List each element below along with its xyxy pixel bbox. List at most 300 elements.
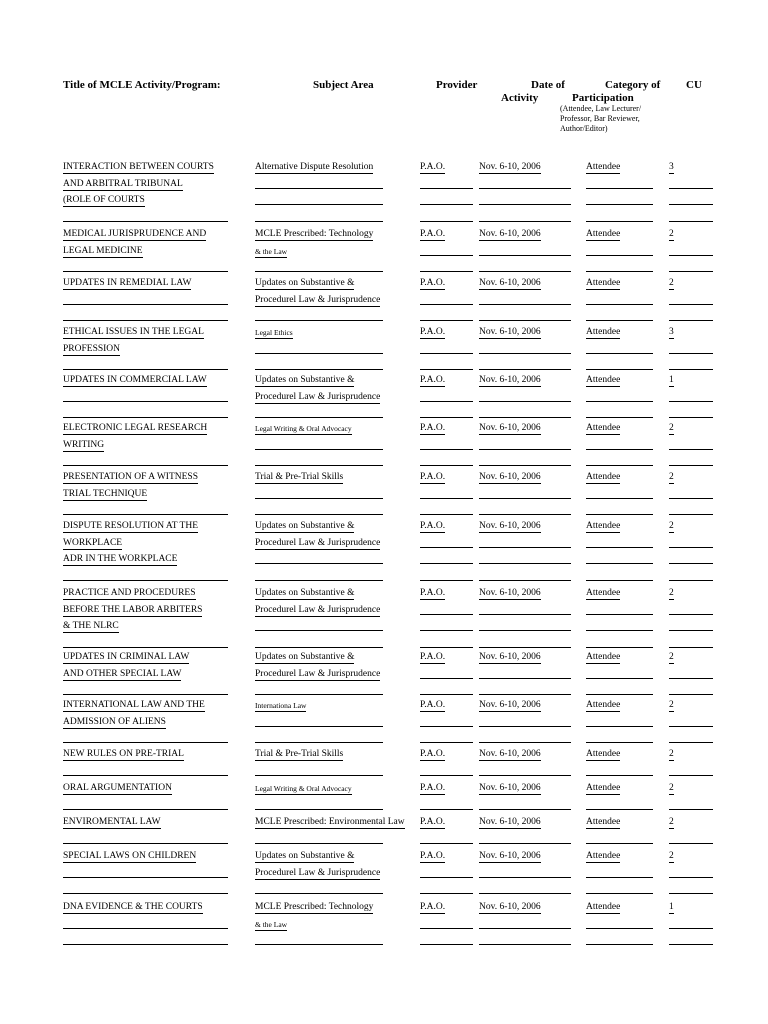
blank-line <box>669 667 713 679</box>
activity-title: PRESENTATION OF A WITNESS <box>63 472 198 482</box>
subject-area: MCLE Prescribed: Technology <box>255 229 374 239</box>
blank-line <box>63 454 228 466</box>
blank-line <box>63 406 228 418</box>
blank-line <box>255 438 383 450</box>
participation-category: Attendee <box>586 817 621 827</box>
activity-title: ENVIROMENTAL LAW <box>63 817 161 827</box>
subject-column-header: Subject Area <box>313 79 374 91</box>
subject-area: Trial & Pre-Trial Skills <box>255 749 344 759</box>
subject-area: Procedurel Law & Jurisprudence <box>255 391 381 402</box>
subject-area: Updates on Substantive & <box>255 652 355 662</box>
activity-date: Nov. 6-10, 2006 <box>479 229 541 239</box>
activity-title: DISPUTE RESOLUTION AT THE <box>63 521 199 531</box>
provider: P.A.O. <box>420 902 446 912</box>
activity-title: INTERACTION BETWEEN COURTS <box>63 162 214 172</box>
participation-category: Attendee <box>586 278 621 288</box>
activity-date: Nov. 6-10, 2006 <box>479 902 541 912</box>
participation-category: Attendee <box>586 327 621 337</box>
blank-line <box>255 798 383 810</box>
entry-row <box>63 160 743 176</box>
blank-line <box>420 917 473 929</box>
entry-row <box>63 882 743 898</box>
blank-line <box>669 406 713 418</box>
blank-line <box>586 177 653 189</box>
entry-row <box>63 373 743 389</box>
blank-line <box>669 636 713 648</box>
activity-date: Nov. 6-10, 2006 <box>479 327 541 337</box>
entry-row <box>63 900 743 916</box>
activity-title: (ROLE OF COURTS <box>63 195 145 205</box>
activity-title: & THE NLRC <box>63 621 119 631</box>
blank-line <box>479 244 571 256</box>
blank-line <box>420 487 473 499</box>
blank-line <box>479 917 571 929</box>
participation-category: Attendee <box>586 472 621 482</box>
credit-units: 2 <box>669 278 674 288</box>
participation-category: Attendee <box>586 521 621 531</box>
blank-line <box>255 342 383 354</box>
activity-date: Nov. 6-10, 2006 <box>479 278 541 288</box>
blank-line <box>420 636 473 648</box>
blank-line <box>420 390 473 402</box>
blank-line <box>420 177 473 189</box>
blank-line <box>255 260 383 272</box>
blank-line <box>255 503 383 515</box>
participation-category: Attendee <box>586 902 621 912</box>
blank-line <box>420 438 473 450</box>
blank-line <box>255 933 383 945</box>
activity-title: BEFORE THE LABOR ARBITERS <box>63 604 203 615</box>
provider: P.A.O. <box>420 652 446 662</box>
credit-units: 2 <box>669 229 674 239</box>
blank-line <box>420 454 473 466</box>
credit-units: 2 <box>669 521 674 531</box>
blank-line <box>420 358 473 370</box>
blank-line <box>586 193 653 205</box>
subject-area: Legal Writing & Oral Advocacy <box>255 424 352 433</box>
activity-title: ADR IN THE WORKPLACE <box>63 554 178 564</box>
credit-units: 2 <box>669 851 674 861</box>
activity-date: Nov. 6-10, 2006 <box>479 423 541 433</box>
entry-row <box>63 536 743 552</box>
category-column-header-1: Category of <box>605 79 661 91</box>
credit-units: 2 <box>669 588 674 598</box>
blank-line <box>586 798 653 810</box>
blank-line <box>586 342 653 354</box>
blank-line <box>586 764 653 776</box>
blank-line <box>586 882 653 894</box>
subject-area: MCLE Prescribed: Technology <box>255 902 374 912</box>
blank-line <box>479 933 571 945</box>
blank-line <box>669 917 713 929</box>
blank-line <box>255 193 383 205</box>
entry-row <box>63 866 743 882</box>
entry-row <box>63 698 743 714</box>
blank-line <box>479 866 571 878</box>
blank-line <box>420 569 473 581</box>
blank-line <box>586 536 653 548</box>
blank-line <box>669 438 713 450</box>
blank-line <box>669 358 713 370</box>
blank-line <box>586 210 653 222</box>
title-column-header: Title of MCLE Activity/Program: <box>63 79 221 91</box>
provider: P.A.O. <box>420 521 446 531</box>
participation-category: Attendee <box>586 162 621 172</box>
blank-line <box>586 244 653 256</box>
activity-title: MEDICAL JURISPRUDENCE AND <box>63 229 207 239</box>
blank-line <box>479 390 571 402</box>
participation-category: Attendee <box>586 749 621 759</box>
blank-line <box>63 731 228 743</box>
subject-area: Updates on Substantive & <box>255 521 355 531</box>
blank-line <box>420 619 473 631</box>
entry-row <box>63 470 743 486</box>
blank-line <box>669 536 713 548</box>
activity-date: Nov. 6-10, 2006 <box>479 472 541 482</box>
blank-line <box>669 454 713 466</box>
activity-date: Nov. 6-10, 2006 <box>479 521 541 531</box>
entry-row <box>63 849 743 865</box>
provider: P.A.O. <box>420 162 446 172</box>
participation-category: Attendee <box>586 375 621 385</box>
activity-title: NEW RULES ON PRE-TRIAL <box>63 749 184 759</box>
blank-line <box>479 683 571 695</box>
blank-line <box>479 358 571 370</box>
activity-date: Nov. 6-10, 2006 <box>479 162 541 172</box>
activity-title: ADMISSION OF ALIENS <box>63 716 166 727</box>
subject-area: & the Law <box>255 919 288 929</box>
participation-category: Attendee <box>586 229 621 239</box>
blank-line <box>586 260 653 272</box>
entry-row <box>63 586 743 602</box>
blank-line <box>669 503 713 515</box>
blank-line <box>586 309 653 321</box>
blank-line <box>669 798 713 810</box>
blank-line <box>420 552 473 564</box>
provider: P.A.O. <box>420 472 446 482</box>
entry-row <box>63 421 743 437</box>
cu-column-header: CU <box>686 79 702 91</box>
provider: P.A.O. <box>420 278 446 288</box>
entry-row <box>63 650 743 666</box>
entry-row <box>63 390 743 406</box>
blank-line <box>586 454 653 466</box>
blank-line <box>255 454 383 466</box>
provider: P.A.O. <box>420 423 446 433</box>
category-column-header-2: Participation <box>572 92 634 104</box>
blank-line <box>420 933 473 945</box>
blank-line <box>255 731 383 743</box>
provider: P.A.O. <box>420 375 446 385</box>
blank-line <box>586 832 653 844</box>
subject-area: & the Law <box>255 246 288 256</box>
blank-line <box>420 603 473 615</box>
blank-line <box>63 260 228 272</box>
entry-row <box>63 603 743 619</box>
blank-line <box>479 832 571 844</box>
activity-title: SPECIAL LAWS ON CHILDREN <box>63 851 197 861</box>
blank-line <box>669 683 713 695</box>
blank-line <box>420 193 473 205</box>
blank-line <box>63 917 228 929</box>
entry-row <box>63 210 743 226</box>
blank-line <box>479 342 571 354</box>
blank-line <box>669 619 713 631</box>
entry-row <box>63 438 743 454</box>
blank-line <box>420 715 473 727</box>
blank-line <box>63 882 228 894</box>
blank-line <box>255 636 383 648</box>
entry-row <box>63 798 743 814</box>
participation-category: Attendee <box>586 588 621 598</box>
blank-line <box>420 309 473 321</box>
credit-units: 2 <box>669 783 674 793</box>
blank-line <box>479 260 571 272</box>
blank-line <box>669 193 713 205</box>
entry-row <box>63 487 743 503</box>
activity-date: Nov. 6-10, 2006 <box>479 783 541 793</box>
entry-row <box>63 747 743 763</box>
subject-area: MCLE Prescribed: Environmental Law <box>255 817 405 827</box>
blank-line <box>586 569 653 581</box>
blank-line <box>669 487 713 499</box>
activity-date: Nov. 6-10, 2006 <box>479 851 541 861</box>
subject-area: Updates on Substantive & <box>255 278 355 288</box>
blank-line <box>479 798 571 810</box>
entry-row <box>63 552 743 568</box>
blank-line <box>669 293 713 305</box>
entry-row <box>63 358 743 374</box>
blank-line <box>479 619 571 631</box>
blank-line <box>586 293 653 305</box>
entry-row <box>63 227 743 243</box>
entry-row <box>63 815 743 831</box>
blank-line <box>63 636 228 648</box>
provider: P.A.O. <box>420 851 446 861</box>
entry-row <box>63 503 743 519</box>
blank-line <box>255 552 383 564</box>
blank-line <box>63 764 228 776</box>
blank-line <box>479 882 571 894</box>
blank-line <box>479 536 571 548</box>
blank-line <box>420 798 473 810</box>
blank-line <box>420 764 473 776</box>
blank-line <box>586 636 653 648</box>
entry-row <box>63 917 743 933</box>
blank-line <box>586 503 653 515</box>
entry-row <box>63 519 743 535</box>
blank-line <box>586 487 653 499</box>
entry-row <box>63 244 743 260</box>
blank-line <box>255 715 383 727</box>
provider: P.A.O. <box>420 783 446 793</box>
blank-line <box>420 406 473 418</box>
blank-line <box>669 933 713 945</box>
blank-line <box>586 866 653 878</box>
activity-title: PROFESSION <box>63 343 121 354</box>
entry-row <box>63 933 743 949</box>
activity-title: PRACTICE AND PROCEDURES <box>63 588 196 598</box>
activity-date: Nov. 6-10, 2006 <box>479 652 541 662</box>
blank-line <box>586 619 653 631</box>
date-column-header-2: Activity <box>501 92 539 104</box>
subject-area: Updates on Substantive & <box>255 375 355 385</box>
activity-title: WRITING <box>63 439 105 450</box>
blank-line <box>479 636 571 648</box>
blank-line <box>255 177 383 189</box>
entry-row <box>63 715 743 731</box>
blank-line <box>255 683 383 695</box>
activity-title: UPDATES IN REMEDIAL LAW <box>63 278 192 288</box>
subject-area: Updates on Substantive & <box>255 588 355 598</box>
activity-title: ORAL ARGUMENTATION <box>63 783 172 793</box>
blank-line <box>479 764 571 776</box>
blank-line <box>479 503 571 515</box>
entry-row <box>63 177 743 193</box>
blank-line <box>669 882 713 894</box>
activity-title: INTERNATIONAL LAW AND THE <box>63 700 205 710</box>
provider: P.A.O. <box>420 817 446 827</box>
blank-line <box>586 552 653 564</box>
blank-line <box>63 309 228 321</box>
blank-line <box>669 210 713 222</box>
blank-line <box>669 260 713 272</box>
credit-units: 2 <box>669 472 674 482</box>
blank-line <box>479 210 571 222</box>
activity-title: LEGAL MEDICINE <box>63 245 143 256</box>
activity-title: UPDATES IN CRIMINAL LAW <box>63 652 190 662</box>
blank-line <box>479 438 571 450</box>
credit-units: 2 <box>669 423 674 433</box>
credit-units: 3 <box>669 162 674 172</box>
entry-row <box>63 731 743 747</box>
blank-line <box>63 683 228 695</box>
activity-title: UPDATES IN COMMERCIAL LAW <box>63 375 207 385</box>
blank-line <box>255 487 383 499</box>
entry-row <box>63 325 743 341</box>
blank-line <box>63 866 228 878</box>
activity-date: Nov. 6-10, 2006 <box>479 375 541 385</box>
blank-line <box>479 293 571 305</box>
credit-units: 2 <box>669 652 674 662</box>
subject-area: Procedurel Law & Jurisprudence <box>255 867 381 878</box>
blank-line <box>63 569 228 581</box>
provider: P.A.O. <box>420 327 446 337</box>
blank-line <box>420 342 473 354</box>
blank-line <box>479 487 571 499</box>
entry-row <box>63 619 743 635</box>
blank-line <box>255 406 383 418</box>
blank-line <box>479 667 571 679</box>
blank-line <box>669 832 713 844</box>
entry-row <box>63 406 743 422</box>
blank-line <box>420 210 473 222</box>
blank-line <box>255 764 383 776</box>
activity-title: ETHICAL ISSUES IN THE LEGAL <box>63 327 204 337</box>
blank-line <box>586 358 653 370</box>
participation-category: Attendee <box>586 700 621 710</box>
blank-line <box>479 715 571 727</box>
blank-line <box>586 406 653 418</box>
blank-line <box>669 390 713 402</box>
blank-line <box>669 177 713 189</box>
subject-area: Procedurel Law & Jurisprudence <box>255 604 381 615</box>
subject-area: Procedurel Law & Jurisprudence <box>255 668 381 679</box>
blank-line <box>63 933 228 945</box>
blank-line <box>63 798 228 810</box>
activity-title: WORKPLACE <box>63 537 123 548</box>
blank-line <box>586 438 653 450</box>
blank-line <box>255 882 383 894</box>
provider: P.A.O. <box>420 588 446 598</box>
blank-line <box>420 244 473 256</box>
date-column-header-1: Date of <box>531 79 565 91</box>
participation-category: Attendee <box>586 423 621 433</box>
blank-line <box>420 731 473 743</box>
blank-line <box>420 293 473 305</box>
entry-row <box>63 667 743 683</box>
entry-row <box>63 309 743 325</box>
blank-line <box>479 454 571 466</box>
blank-line <box>586 667 653 679</box>
blank-line <box>669 731 713 743</box>
credit-units: 2 <box>669 817 674 827</box>
blank-line <box>669 603 713 615</box>
activity-title: AND ARBITRAL TRIBUNAL <box>63 178 183 189</box>
participation-category: Attendee <box>586 783 621 793</box>
participation-category: Attendee <box>586 652 621 662</box>
activity-date: Nov. 6-10, 2006 <box>479 588 541 598</box>
entry-row <box>63 454 743 470</box>
entry-row <box>63 342 743 358</box>
blank-line <box>420 683 473 695</box>
activity-title: ELECTRONIC LEGAL RESEARCH <box>63 423 208 433</box>
subject-area: Procedurel Law & Jurisprudence <box>255 294 381 305</box>
activity-title: TRIAL TECHNIQUE <box>63 488 148 499</box>
blank-line <box>586 933 653 945</box>
subject-area: Alternative Dispute Resolution <box>255 162 374 172</box>
credit-units: 1 <box>669 902 674 912</box>
blank-line <box>586 390 653 402</box>
blank-line <box>669 342 713 354</box>
blank-line <box>586 683 653 695</box>
blank-line <box>669 309 713 321</box>
blank-line <box>669 569 713 581</box>
credit-units: 2 <box>669 700 674 710</box>
blank-line <box>255 619 383 631</box>
entry-row <box>63 293 743 309</box>
subject-area: Procedurel Law & Jurisprudence <box>255 537 381 548</box>
blank-line <box>63 832 228 844</box>
blank-line <box>255 309 383 321</box>
subject-area: Internationa Law <box>255 701 307 710</box>
subject-area: Legal Writing & Oral Advocacy <box>255 784 352 793</box>
entry-row <box>63 260 743 276</box>
entry-row <box>63 276 743 292</box>
subject-area: Legal Ethics <box>255 328 293 337</box>
blank-line <box>669 715 713 727</box>
provider: P.A.O. <box>420 229 446 239</box>
blank-line <box>420 536 473 548</box>
provider: P.A.O. <box>420 700 446 710</box>
subject-area: Trial & Pre-Trial Skills <box>255 472 344 482</box>
blank-line <box>420 866 473 878</box>
blank-line <box>255 210 383 222</box>
blank-line <box>479 193 571 205</box>
activity-date: Nov. 6-10, 2006 <box>479 817 541 827</box>
category-note: (Attendee, Law Lecturer/ Professor, Bar Reviewer, Author/Editor) <box>560 104 642 133</box>
blank-line <box>63 503 228 515</box>
